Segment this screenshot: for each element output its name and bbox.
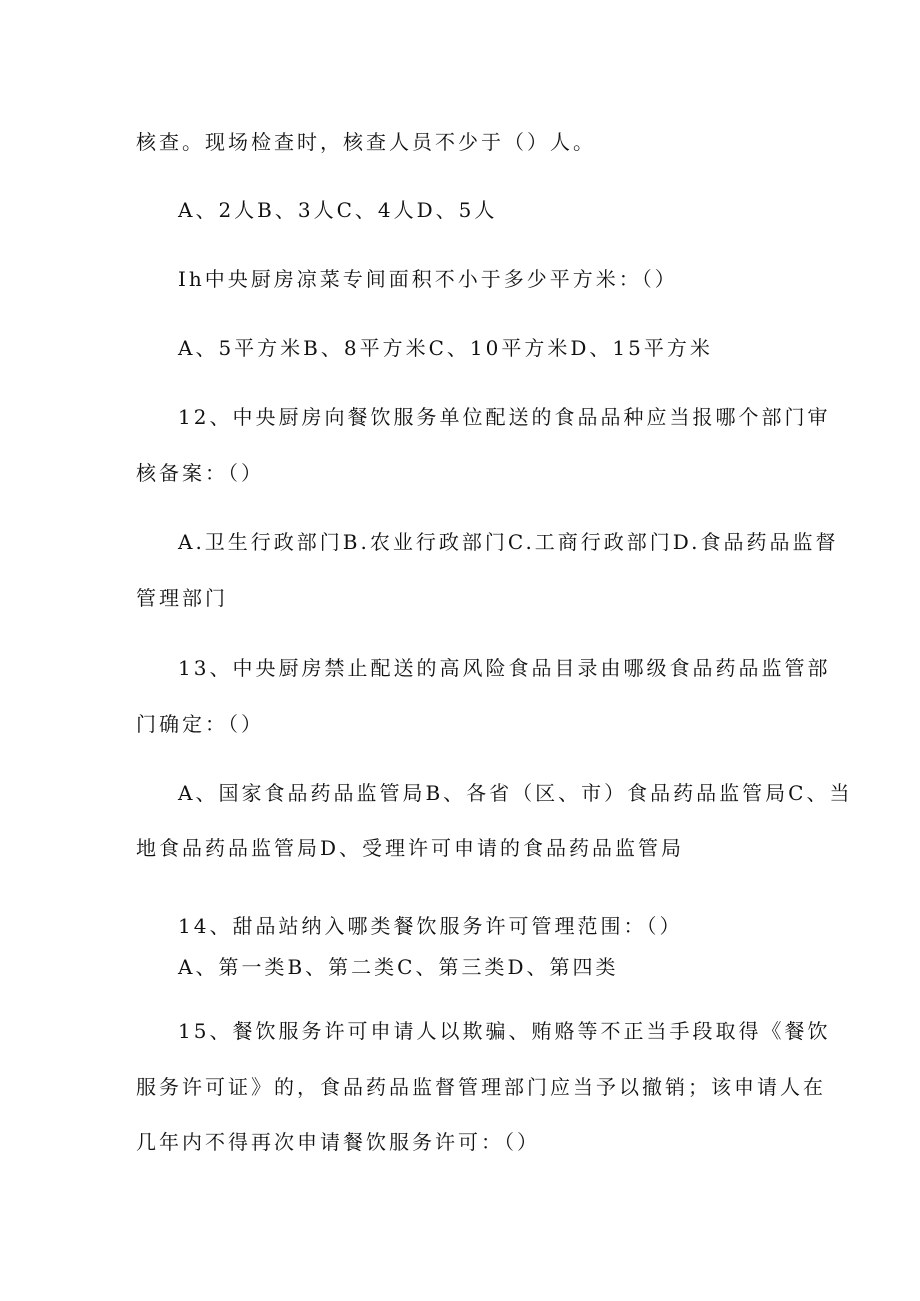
text-line: A、第一类B、第二类C、第三类D、第四类 <box>178 955 619 979</box>
text-line: Ih中央厨房凉菜专间面积不小于多少平方米：（） <box>178 267 678 291</box>
text-line: A、国家食品药品监管局B、各省（区、市）食品药品监管局C、当 <box>178 781 853 805</box>
text-line: A.卫生行政部门B.农业行政部门C.工商行政部门D.食品药品监督 <box>178 530 839 554</box>
text-line: 管理部门 <box>136 586 228 610</box>
text-line: 12、中央厨房向餐饮服务单位配送的食品品种应当报哪个部门审 <box>178 405 831 429</box>
text-line: 门确定：（） <box>136 712 264 736</box>
text-line: A、2人B、3人C、4人D、5人 <box>178 198 498 222</box>
text-line: 15、餐饮服务许可申请人以欺骗、贿赂等不正当手段取得《餐饮 <box>178 1019 831 1043</box>
text-line: 地食品药品监管局D、受理许可申请的食品药品监管局 <box>136 836 685 860</box>
text-line: A、5平方米B、8平方米C、10平方米D、15平方米 <box>178 336 713 360</box>
text-line: 核备案：（） <box>136 461 264 485</box>
text-line: 几年内不得再次申请餐饮服务许可：（） <box>136 1130 540 1154</box>
text-line: 14、甜品站纳入哪类餐饮服务许可管理范围：（） <box>178 914 683 938</box>
text-line: 服务许可证》的，食品药品监督管理部门应当予以撤销；该申请人在 <box>136 1075 826 1099</box>
text-line: 核查。现场检查时，核查人员不少于（）人。 <box>136 130 596 154</box>
text-line: 13、中央厨房禁止配送的高风险食品目录由哪级食品药品监管部 <box>178 656 831 680</box>
